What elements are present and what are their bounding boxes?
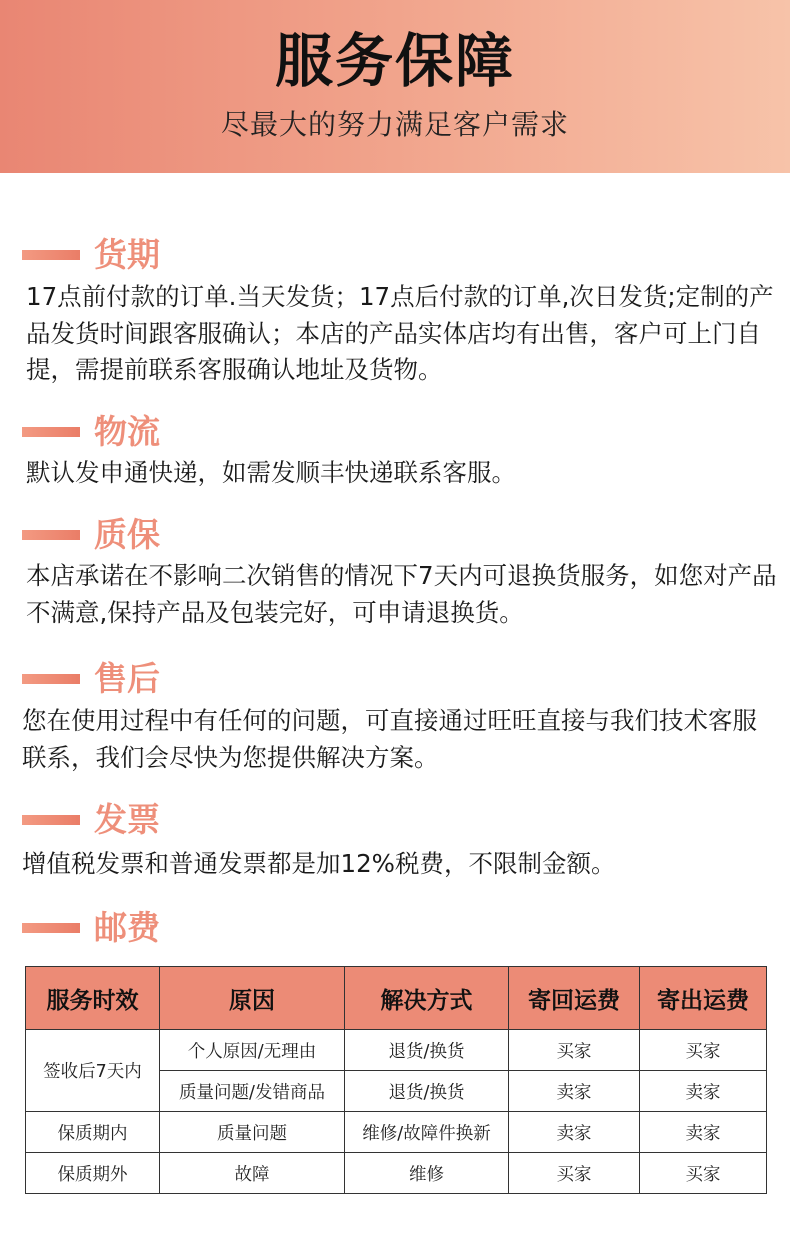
page-subtitle: 尽最大的努力满足客户需求	[220, 108, 569, 141]
table-cell: 退货/换货	[345, 1071, 509, 1112]
section-title-warranty: 质保	[94, 515, 160, 554]
section-title-aftersales: 售后	[94, 659, 160, 698]
header-banner	[0, 0, 790, 173]
table-row	[26, 1112, 767, 1153]
column-header: 原因	[160, 967, 345, 1030]
heading-bar	[22, 427, 80, 437]
heading-bar	[22, 674, 80, 684]
table-cell: 维修	[345, 1153, 509, 1194]
section-text-invoice: 增值税发票和普通发票都是加12%税费，不限制金额。	[22, 849, 616, 878]
column-header: 寄出运费	[640, 967, 767, 1030]
table-cell: 卖家	[640, 1112, 767, 1153]
table-cell: 买家	[640, 1030, 767, 1071]
section-text-aftersales: 您在使用过程中有任何的问题，可直接通过旺旺直接与我们技术客服联系，我们会尽快为您提供解决方案。	[22, 706, 757, 772]
table-row	[26, 1030, 767, 1071]
table-cell: 故障	[160, 1153, 345, 1194]
table-cell: 签收后7天内	[26, 1030, 160, 1112]
section-title-logistics: 物流	[94, 412, 160, 451]
shipping-fee-table	[25, 966, 767, 1194]
table-cell: 卖家	[640, 1071, 767, 1112]
section-title-delivery: 货期	[94, 235, 160, 274]
table-header-row	[26, 967, 767, 1030]
table-cell: 卖家	[509, 1071, 640, 1112]
column-header: 寄回运费	[509, 967, 640, 1030]
heading-bar	[22, 530, 80, 540]
table-cell: 质量问题/发错商品	[160, 1071, 345, 1112]
heading-bar	[22, 923, 80, 933]
heading-bar	[22, 250, 80, 260]
table-cell: 质量问题	[160, 1112, 345, 1153]
table-cell: 保质期外	[26, 1153, 160, 1194]
section-text-logistics: 默认发申通快递，如需发顺丰快递联系客服。	[26, 458, 516, 487]
table-cell: 买家	[640, 1153, 767, 1194]
column-header: 解决方式	[345, 967, 509, 1030]
table-cell: 个人原因/无理由	[160, 1030, 345, 1071]
table-row	[26, 1153, 767, 1194]
section-text-delivery: 17点前付款的订单.当天发货；17点后付款的订单,次日发货;定制的产品发货时间跟客服确认；本店的产品实体店均有出售，客户可上门自提，需提前联系客服确认地址及货物。	[26, 282, 774, 384]
page-title: 服务保障	[274, 27, 515, 95]
column-header: 服务时效	[26, 967, 160, 1030]
section-title-shipping: 邮费	[94, 908, 160, 947]
table-cell: 退货/换货	[345, 1030, 509, 1071]
table-cell: 保质期内	[26, 1112, 160, 1153]
table-cell: 买家	[509, 1030, 640, 1071]
heading-bar	[22, 815, 80, 825]
section-title-invoice: 发票	[94, 800, 160, 839]
table-cell: 维修/故障件换新	[345, 1112, 509, 1153]
table-cell: 卖家	[509, 1112, 640, 1153]
section-text-warranty: 本店承诺在不影响二次销售的情况下7天内可退换货服务，如您对产品不满意,保持产品及包装完好，可申请退换货。	[26, 561, 777, 627]
table-cell: 买家	[509, 1153, 640, 1194]
